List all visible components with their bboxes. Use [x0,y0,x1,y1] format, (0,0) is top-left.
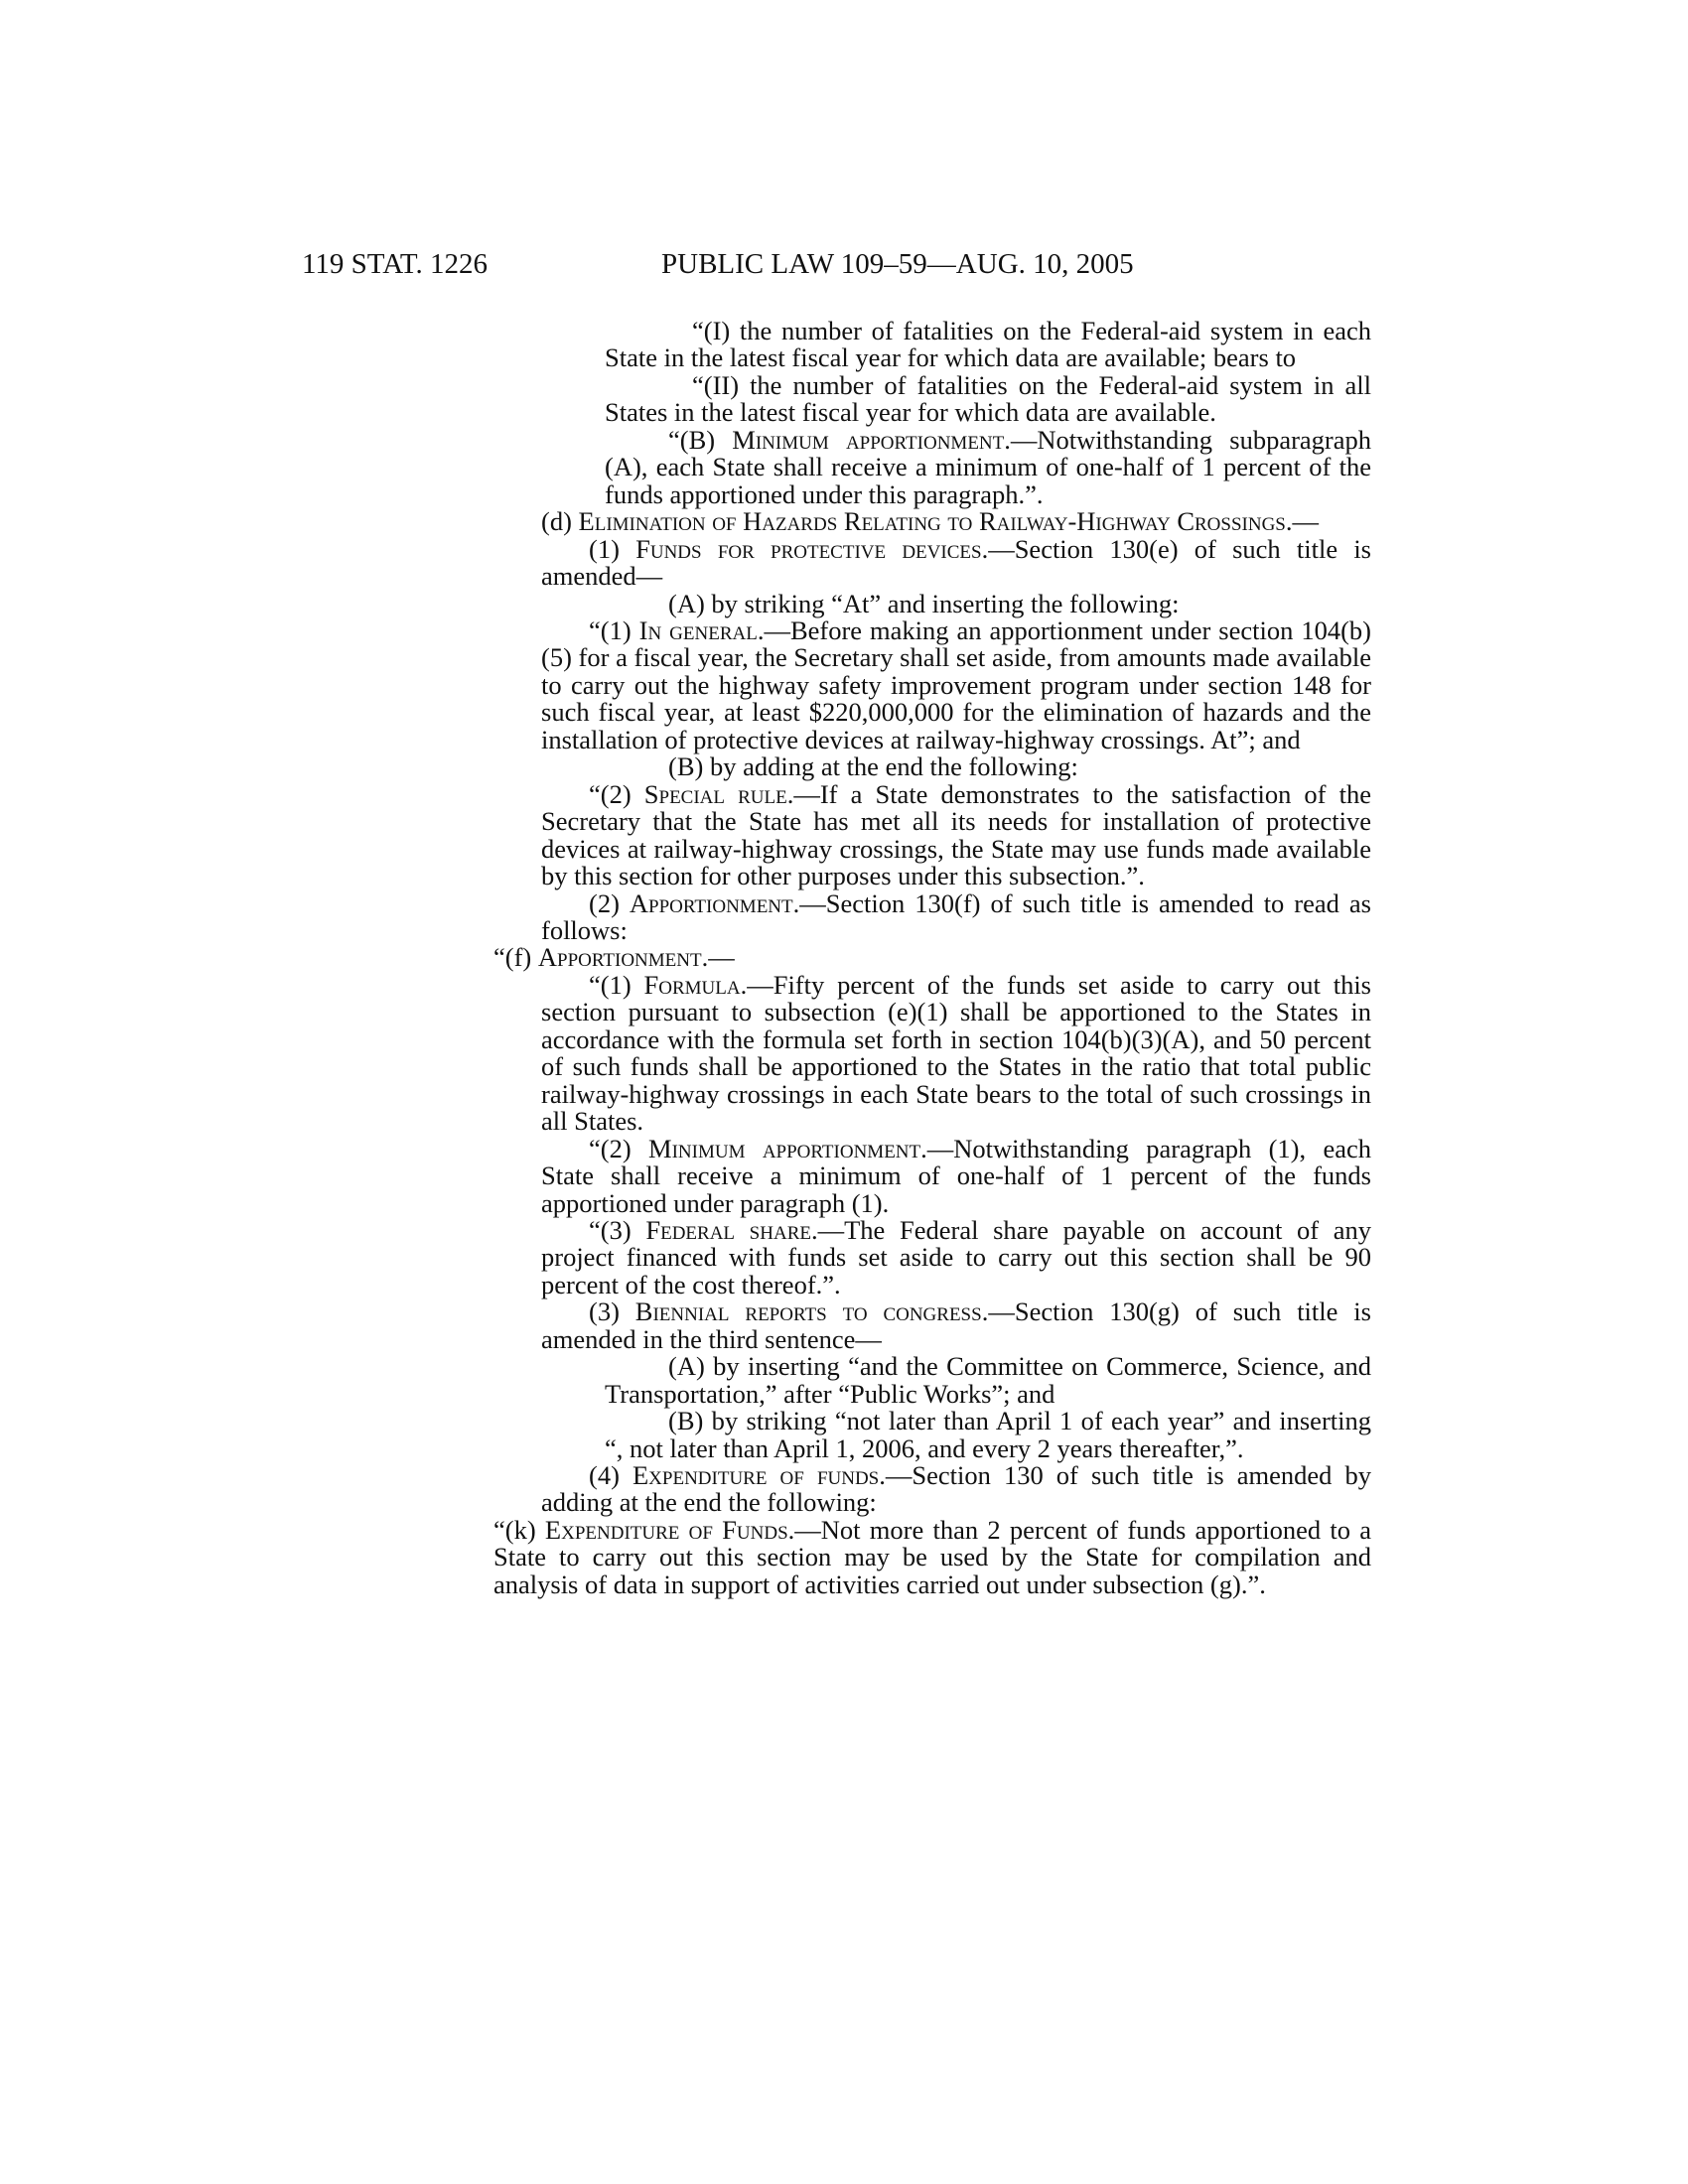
inserted-paragraph-1-in-general: “(1) In general.—Before making an apportionment under section 104(b)(5) for a fiscal year, the Secretary shall set aside, from amounts made available to carry out the highway safety improvement program under section 148 for such fiscal year, at least $220,000,000 for the elimination of hazards and the installation of protective devices at railway-highway crossings. At”; and [541,614,1371,754]
paragraph-2-apportionment: (2) Apportionment.—Section 130(f) of such title is amended to read as follows: [541,887,1371,945]
paragraph-4-expenditure-of-funds: (4) Expenditure of funds.—Section 130 of such title is amended by adding at the end the following: [541,1460,1371,1518]
inserted-paragraph-3-federal-share: “(3) Federal share.—The Federal share payable on account of any project financed with funds set aside to carry out this section shall be 90 percent of the cost thereof.”. [541,1214,1371,1299]
public-law-running-head: PUBLIC LAW 109–59—AUG. 10, 2005 [661,248,1134,280]
clause-ii: “(II) the number of fatalities on the Federal-aid system in all States in the latest fiscal year for which data are available. [605,369,1371,428]
subsection-f-apportionment-heading: “(f) Apportionment.— [493,942,735,973]
subparagraph-a-inserting-committee: (A) by inserting “and the Committee on Commerce, Science, and Transportation,” after “Public Works”; and [605,1351,1371,1409]
inserted-paragraph-2-minimum-apportionment: “(2) Minimum apportionment.—Notwithstanding paragraph (1), each State shall receive a minimum of one-half of 1 percent of the funds apportioned under paragraph (1). [541,1133,1371,1218]
clause-i: “(I) the number of fatalities on the Federal-aid system in each State in the latest fiscal year for which data are available; bears to [605,316,1371,373]
subsection-k-expenditure-of-funds: “(k) Expenditure of Funds.—Not more than 2 percent of funds apportioned to a State to carry out this section may be used by the State for compilation and analysis of data in support of activities carried out under subsection (g).”. [493,1514,1371,1599]
inserted-paragraph-1-formula: “(1) Formula.—Fifty percent of the funds set aside to carry out this section pursuant to subsection (e)(1) shall be apportioned to the States in accordance with the formula set forth in section 104(b)(3)(A), and 50 percent of such funds shall be apportioned to the States in the ratio that total public railway-highway crossings in each State bears to the total of such crossings in all States. [541,969,1371,1137]
paragraph-3-biennial-reports: (3) Biennial reports to congress.—Section 130(g) of such title is amended in the third sentence— [541,1297,1371,1354]
paragraph-1-funds-for-protective-devices: (1) Funds for protective devices.—Section 130(e) of such title is amended— [541,533,1371,592]
statute-body [493,318,1371,1598]
subparagraph-b-adding-at-end: (B) by adding at the end the following: [668,751,1078,782]
subparagraph-a-striking-at: (A) by striking “At” and inserting the following: [668,588,1180,618]
subsection-d-heading: (d) Elimination of Hazards Relating to Railway-Highway Crossings.— [541,506,1319,537]
inserted-paragraph-2-special-rule: “(2) Special rule.—If a State demonstrates to the satisfaction of the Secretary that the State has met all its needs for installation of protective devices at railway-highway crossings, the State may use funds made available by this section for other purposes under this subsection.”. [541,778,1371,891]
statute-page-reference: 119 STAT. 1226 [302,248,488,280]
subparagraph-b-striking-date: (B) by striking “not later than April 1 of each year” and inserting “, not later than April 1, 2006, and every 2 years thereafter,”. [605,1406,1371,1463]
subparagraph-b-minimum-apportionment: “(B) Minimum apportionment.—Notwithstanding subparagraph (A), each State shall receive a minimum of one-half of 1 percent of the funds apportioned under this paragraph.”. [605,424,1371,509]
page-header [0,248,1688,288]
